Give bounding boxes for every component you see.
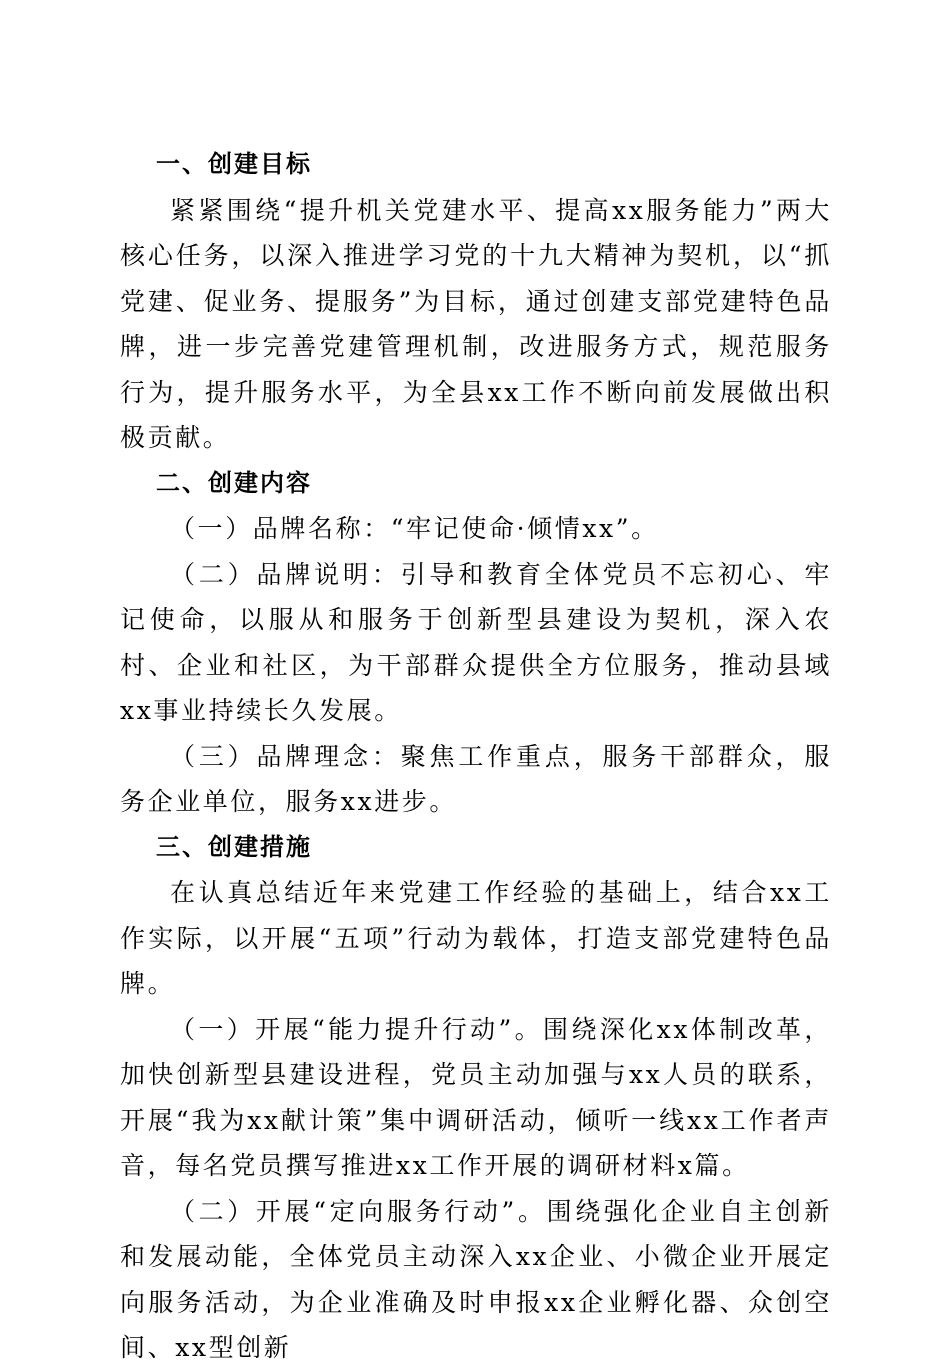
section-heading-content: 二、创建内容 [156,468,312,497]
measure-item-targeted-service: （二）开展“定向服务行动”。围绕强化企业自主创新和发展动能，全体党员主动深入xx企业、小微企业开展定向服务活动，为企业准确及时申报xx企业孵化器、众创空间、xx型创新 [120,1196,832,1362]
measures-intro-paragraph: 在认真总结近年来党建工作经验的基础上，结合xx工作实际，以开展“五项”行动为载体，打造支部党建特色品牌。 [120,878,832,998]
section-heading-goals: 一、创建目标 [156,150,312,178]
brand-description-item: （二）品牌说明：引导和教育全体党员不忘初心、牢记使命，以服从和服务于创新型县建设为契机，深入农村、企业和社区，为干部群众提供全方位服务，推动县域xx事业持续长久发展。 [120,559,832,725]
brand-concept-item: （三）品牌理念：聚焦工作重点，服务干部群众，服务企业单位，服务xx进步。 [120,741,832,816]
goals-paragraph: 紧紧围绕“提升机关党建水平、提高xx服务能力”两大核心任务，以深入推进学习党的十九大精神为契机，以“抓党建、促业务、提服务”为目标，通过创建支部党建特色品牌，进一步完善党建管理机制，改进服务方式，规范服务行为，提升服务水平，为全县xx工作不断向前发展做出积极贡献。 [120,195,832,452]
brand-name-item: （一）品牌名称：“牢记使命·倾情xx”。 [170,514,659,543]
measure-item-capability: （一）开展“能力提升行动”。围绕深化xx体制改革，加快创新型县建设进程，党员主动加强与xx人员的联系，开展“我为xx献计策”集中调研活动，倾听一线xx工作者声音，每名党员撰写推进xx工作开展的调研材料x篇。 [120,1014,832,1180]
document-body [120,142,832,1371]
section-heading-measures: 三、创建措施 [156,832,312,861]
